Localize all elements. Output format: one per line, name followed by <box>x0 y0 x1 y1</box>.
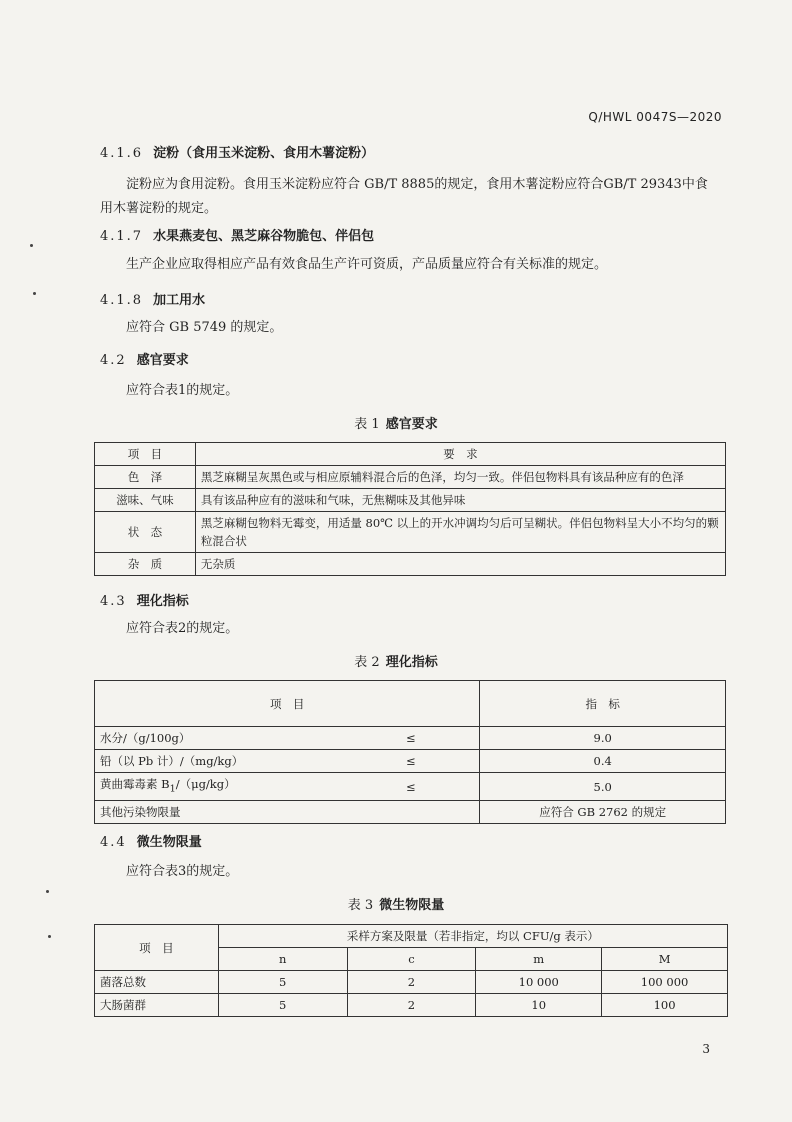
header-cell-c: c <box>347 948 476 971</box>
section-number: 4.3 <box>100 594 127 609</box>
operator-cell: ≤ <box>342 773 480 801</box>
table-header-row <box>95 925 728 948</box>
table-header-row <box>95 681 726 727</box>
table2-caption <box>0 651 792 670</box>
table-row <box>95 727 726 750</box>
item-cell: 水分/（g/100g） <box>95 727 343 750</box>
heading-4-1-7 <box>100 225 374 244</box>
item-cell: 滋味、气味 <box>95 489 196 512</box>
section-number: 4.1.6 <box>100 146 144 161</box>
paragraph-4-4: 应符合表3的规定。 <box>126 864 239 879</box>
header-cell-n: n <box>218 948 347 971</box>
requirement-cell: 无杂质 <box>195 553 725 576</box>
requirement-cell: 具有该品种应有的滋味和气味，无焦糊味及其他异味 <box>195 489 725 512</box>
section-number: 4.1.7 <box>100 229 144 244</box>
c-cell: 2 <box>347 994 476 1017</box>
item-cell: 其他污染物限量 <box>95 801 343 824</box>
value-cell: 0.4 <box>480 750 726 773</box>
scan-speck <box>30 244 33 247</box>
table2-physicochemical <box>94 680 726 824</box>
scan-speck <box>48 935 51 938</box>
operator-cell: ≤ <box>342 727 480 750</box>
heading-4-1-6 <box>100 142 374 161</box>
header-cell-M: M <box>602 948 728 971</box>
table3-caption <box>0 894 792 913</box>
table1-sensory <box>94 442 726 576</box>
item-cell: 色 泽 <box>95 466 196 489</box>
m-cell: 10 000 <box>476 971 602 994</box>
section-title: 水果燕麦包、黑芝麻谷物脆包、伴侣包 <box>153 229 375 244</box>
operator-cell <box>342 801 480 824</box>
requirement-cell: 黑芝麻糊包物料无霉变，用适量 80℃ 以上的开水冲调均匀后可呈糊状。伴侣包物料呈大小不均匀的颗粒混合状 <box>195 512 725 553</box>
item-cell: 大肠菌群 <box>95 994 219 1017</box>
header-cell-item: 项 目 <box>95 443 196 466</box>
item-cell: 铅（以 Pb 计）/（mg/kg） <box>95 750 343 773</box>
value-cell: 应符合 GB 2762 的规定 <box>480 801 726 824</box>
section-title: 理化指标 <box>136 594 189 609</box>
header-cell-requirement: 要 求 <box>195 443 725 466</box>
table-row <box>95 553 726 576</box>
caption-number: 表 1 <box>354 417 380 432</box>
section-number: 4.2 <box>100 353 127 368</box>
paragraph-4-1-6: 淀粉应为食用淀粉。食用玉米淀粉应符合 GB/T 8885的规定，食用木薯淀粉应符合GB/T 29343中食用木薯淀粉的规定。 <box>100 177 708 216</box>
heading-4-4 <box>100 831 202 850</box>
header-cell-index: 指 标 <box>480 681 726 727</box>
M-cell: 100 <box>602 994 728 1017</box>
table-row <box>95 489 726 512</box>
paragraph-4-3: 应符合表2的规定。 <box>126 621 239 636</box>
value-cell: 5.0 <box>480 773 726 801</box>
caption-title: 微生物限量 <box>379 898 445 913</box>
n-cell: 5 <box>218 971 347 994</box>
scan-speck <box>33 292 36 295</box>
scan-speck <box>46 890 49 893</box>
item-text: 黄曲霉毒素 B <box>100 777 170 791</box>
subscript: 1 <box>169 783 176 795</box>
item-unit: /（μg/kg） <box>175 777 236 791</box>
value-cell: 9.0 <box>480 727 726 750</box>
table-row <box>95 773 726 801</box>
heading-4-2 <box>100 349 189 368</box>
table-row <box>95 971 728 994</box>
header-cell-item: 项 目 <box>95 681 480 727</box>
item-cell: 菌落总数 <box>95 971 219 994</box>
caption-number: 表 2 <box>354 655 380 670</box>
document-code: Q/HWL 0047S—2020 <box>588 110 722 124</box>
table-row <box>95 466 726 489</box>
M-cell: 100 000 <box>602 971 728 994</box>
c-cell: 2 <box>347 971 476 994</box>
section-number: 4.1.8 <box>100 293 144 308</box>
caption-number: 表 3 <box>347 898 374 913</box>
caption-title: 理化指标 <box>385 655 438 670</box>
section-title: 感官要求 <box>136 353 189 368</box>
heading-4-3 <box>100 590 189 609</box>
heading-4-1-8 <box>100 289 205 308</box>
table1-caption <box>0 413 792 432</box>
table-row <box>95 512 726 553</box>
caption-title: 感官要求 <box>385 417 438 432</box>
requirement-cell: 黑芝麻糊呈灰黑色或与相应原辅料混合后的色泽，均匀一致。伴侣包物料具有该品种应有的色泽 <box>195 466 725 489</box>
table-row <box>95 750 726 773</box>
table3-microbial <box>94 924 728 1017</box>
operator-cell: ≤ <box>342 750 480 773</box>
m-cell: 10 <box>476 994 602 1017</box>
table-row <box>95 801 726 824</box>
paragraph-4-1-7: 生产企业应取得相应产品有效食品生产许可资质，产品质量应符合有关标准的规定。 <box>126 257 608 272</box>
section-title: 淀粉（食用玉米淀粉、食用木薯淀粉） <box>153 146 375 161</box>
item-cell: 杂 质 <box>95 553 196 576</box>
header-cell-m: m <box>476 948 602 971</box>
page-number: 3 <box>702 1042 710 1056</box>
header-cell-sampling-plan: 采样方案及限量（若非指定，均以 CFU/g 表示） <box>218 925 727 948</box>
paragraph-4-1-8: 应符合 GB 5749 的规定。 <box>126 320 283 335</box>
paragraph-4-2: 应符合表1的规定。 <box>126 383 239 398</box>
section-title: 加工用水 <box>153 293 206 308</box>
section-title: 微生物限量 <box>136 835 202 850</box>
section-number: 4.4 <box>100 835 127 850</box>
item-cell: 状 态 <box>95 512 196 553</box>
item-cell <box>95 773 343 801</box>
n-cell: 5 <box>218 994 347 1017</box>
header-cell-item: 项 目 <box>95 925 219 971</box>
table-row <box>95 994 728 1017</box>
table-header-row <box>95 443 726 466</box>
